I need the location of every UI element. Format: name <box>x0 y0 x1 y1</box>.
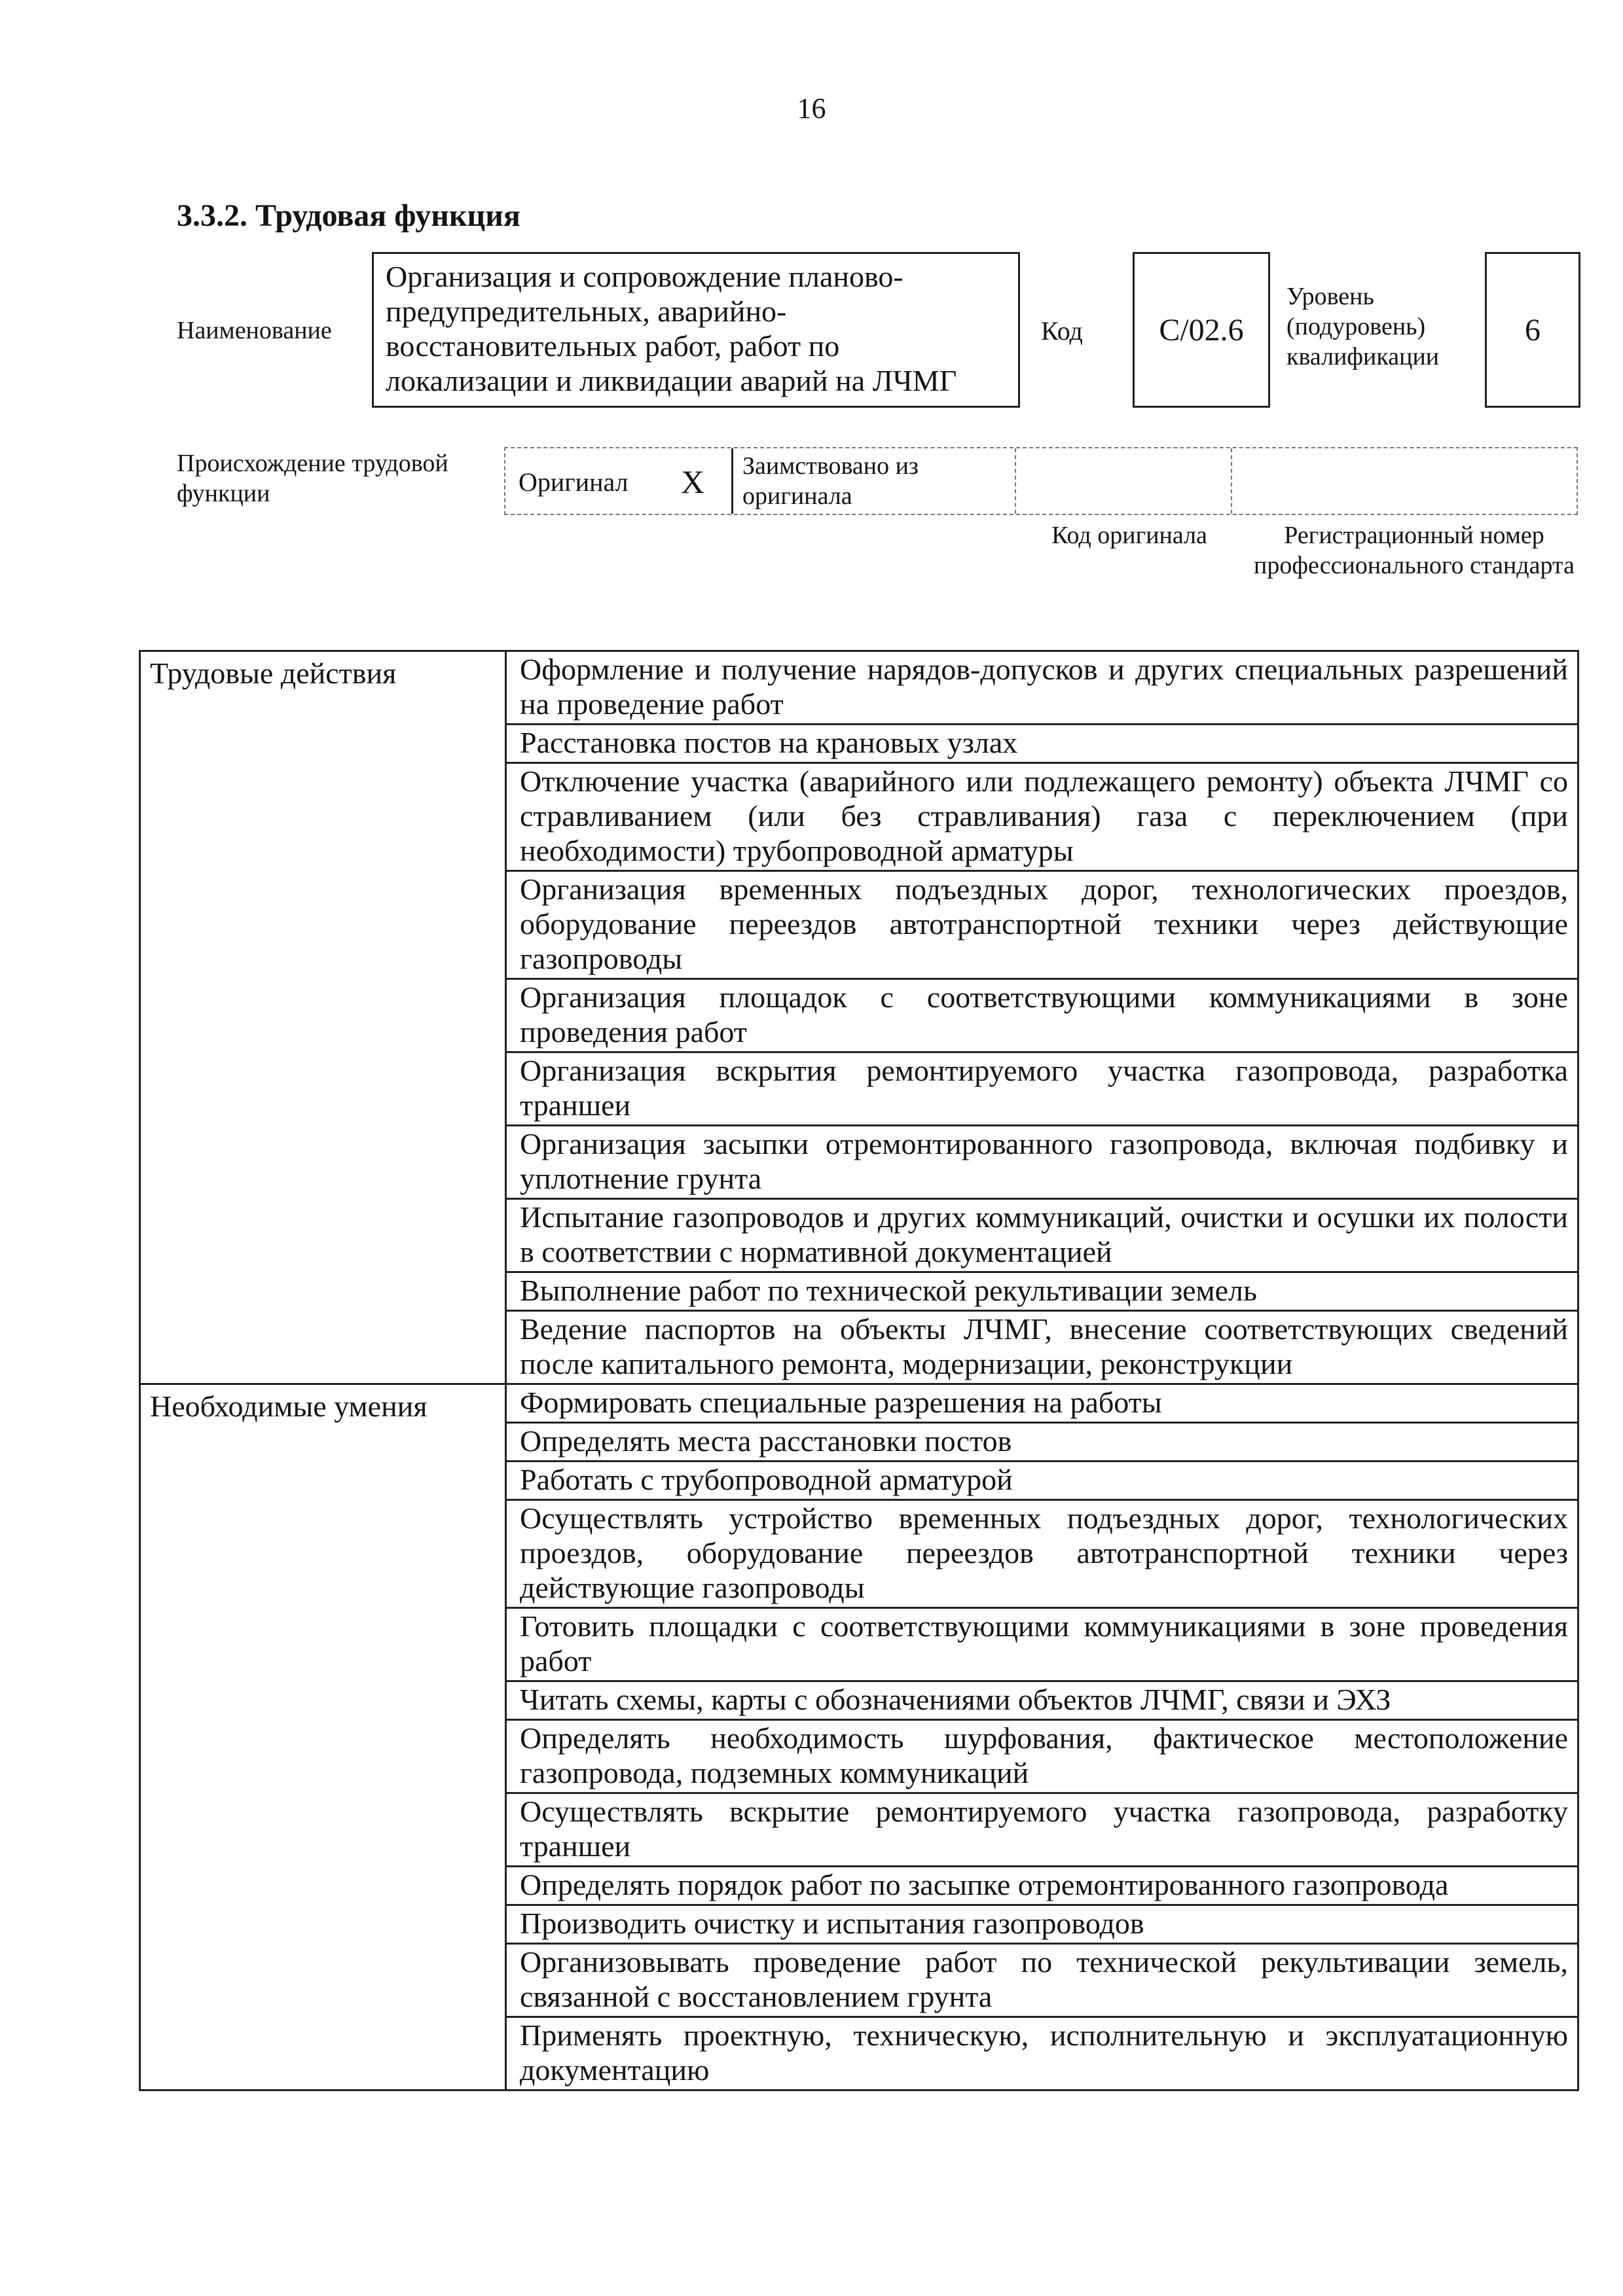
labor-actions-item: Ведение паспортов на объекты ЛЧМГ, внесение соответствующих сведений после капитального ремонта, модернизации, реконструкции <box>506 1311 1578 1384</box>
level-label: Уровень (подуровень) квалификации <box>1286 283 1440 370</box>
skills-item: Применять проектную, техническую, исполнительную и эксплуатационную документацию <box>506 2017 1578 2090</box>
origin-label: Происхождение трудовой функции <box>177 450 448 507</box>
origin-grid <box>504 447 1578 515</box>
function-name-box: Организация и сопровождение планово-предупредительных, аварийно-восстановительных работ, работ по локализации и ликвидации аварий на ЛЧМГ <box>372 252 1020 408</box>
origin-reg-caption: Регистрационный номер профессионального стандарта <box>1254 522 1575 579</box>
origin-reg-cell <box>1232 448 1577 514</box>
labor-actions-item: Оформление и получение нарядов-допусков и других специальных разрешений на проведение работ <box>506 651 1578 725</box>
skills-item: Формировать специальные разрешения на работы <box>506 1384 1578 1423</box>
skills-label: Необходимые умения <box>140 1384 506 2090</box>
section-title: 3.3.2. Трудовая функция <box>177 198 520 233</box>
function-table <box>139 650 1579 2091</box>
skills-item: Читать схемы, карты с обозначениями объектов ЛЧМГ, связи и ЭХЗ <box>506 1681 1578 1720</box>
skills-item: Определять места расстановки постов <box>506 1423 1578 1462</box>
skills-item: Определять необходимость шурфования, фактическое местоположение газопровода, подземных коммуникаций <box>506 1720 1578 1793</box>
code-label: Код <box>1041 316 1083 346</box>
labor-actions-item: Организация вскрытия ремонтируемого участка газопровода, разработка траншеи <box>506 1052 1578 1126</box>
original-mark: X <box>681 463 705 500</box>
skills-item: Осуществлять устройство временных подъездных дорог, технологических проездов, оборудование переездов автотранспортной техники через действующие газопроводы <box>506 1500 1578 1608</box>
origin-borrowed-cell <box>733 448 1016 514</box>
skills-item: Осуществлять вскрытие ремонтируемого участка газопровода, разработку траншеи <box>506 1793 1578 1867</box>
code-box <box>1133 252 1270 408</box>
table-row <box>140 651 1578 725</box>
origin-code-caption: Код оригинала <box>1051 522 1207 549</box>
skills-item: Определять порядок работ по засыпке отремонтированного газопровода <box>506 1867 1578 1905</box>
skills-item: Работать с трубопроводной арматурой <box>506 1462 1578 1500</box>
level-value: 6 <box>1525 312 1541 348</box>
origin-code-cell <box>1016 448 1232 514</box>
level-box <box>1485 252 1580 408</box>
skills-item: Организовывать проведение работ по технической рекультивации земель, связанной с восстановлением грунта <box>506 1944 1578 2017</box>
original-label: Оригинал <box>519 467 629 497</box>
labor-actions-item: Отключение участка (аварийного или подлежащего ремонту) объекта ЛЧМГ со стравливанием (или без стравливания) газа с переключением (при необходимости) трубопроводной арматуры <box>506 763 1578 871</box>
labor-actions-label: Трудовые действия <box>140 651 506 1384</box>
labor-actions-item: Организация временных подъездных дорог, технологических проездов, оборудование переездов автотранспортной техники через действующие газопроводы <box>506 871 1578 979</box>
labor-actions-item: Организация засыпки отремонтированного газопровода, включая подбивку и уплотнение грунта <box>506 1126 1578 1199</box>
skills-item: Производить очистку и испытания газопроводов <box>506 1905 1578 1944</box>
borrowed-label: Заимствовано из оригинала <box>742 452 919 510</box>
origin-original-cell <box>505 448 733 514</box>
table-row <box>140 1384 1578 1423</box>
skills-item: Готовить площадки с соответствующими коммуникациями в зоне проведения работ <box>506 1608 1578 1681</box>
code-value: С/02.6 <box>1159 312 1244 348</box>
name-label: Наименование <box>177 317 332 344</box>
labor-actions-item: Организация площадок с соответствующими коммуникациями в зоне проведения работ <box>506 979 1578 1052</box>
page-number: 16 <box>797 92 826 124</box>
labor-actions-item: Испытание газопроводов и других коммуникаций, очистки и осушки их полости в соответствии с нормативной документацией <box>506 1199 1578 1272</box>
labor-actions-item: Расстановка постов на крановых узлах <box>506 725 1578 763</box>
labor-actions-item: Выполнение работ по технической рекультивации земель <box>506 1272 1578 1311</box>
